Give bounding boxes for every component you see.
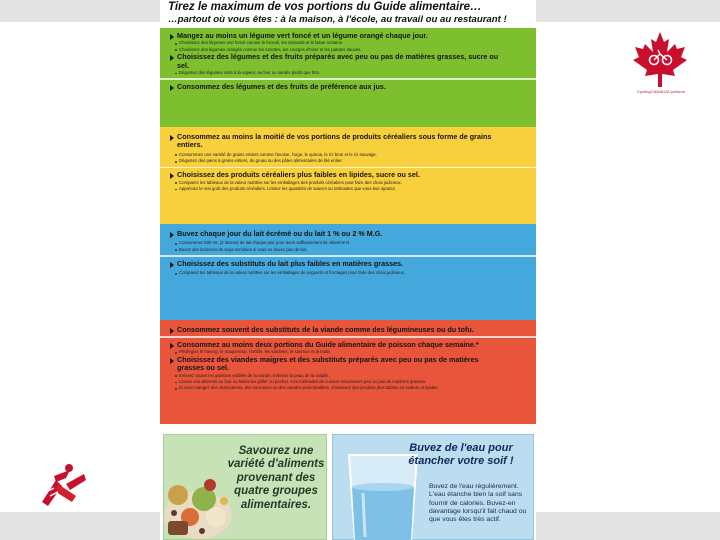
vegetables-tip-2: Choisissez des légumes orangés comme les carottes, les courges d'hiver et les patates douces. [169,47,528,53]
meat-tip-1: Privilégiez le hareng, le maquereau, l'omble, les sardines, le saumon et la truite. [169,349,528,355]
grains-tip-3: Comparez les tableaux de la valeur nutritive sur les emballages des produits céréaliers pour faire des choix judicieux. [169,180,528,186]
grain-products-section [160,127,536,224]
grains-heading-1: Consommez au moins la moitié de vos portions de produits céréaliers sous forme de grains entiers. [169,133,514,150]
poster-subtitle: …partout où vous êtes : à la maison, à l'école, au travail ou au restaurant ! [168,14,507,25]
water-panel-title: Buvez de l'eau pour étancher votre soif ! [408,442,514,467]
poster-title: Tirez le maximum de vos portions du Guide alimentaire… [168,1,482,13]
vegetables-tip-1: Choisissez des légumes vert foncé comme le brocoli, les épinards et la laitue romaine. [169,40,528,46]
water-panel-text: Buvez de l'eau régulièrement. L'eau étanche bien la soif sans fournir de calories. Buvez-en davantage lorsqu'il fait chaud ou que vous êtes très actif. [429,483,527,524]
grains-heading-2: Choisissez des produits céréaliers plus faibles en lipides, sucre ou sel. [169,171,528,179]
grains-tip-4: Appréciez le vrai goût des produits céréaliers. Limitez les quantités de sauces ou tartinades que vous leur ajoutez. [169,186,528,192]
grains-tip-2: Dégustez des pains à grains entiers, du gruau ou des pâtes alimentaires de blé entier. [169,158,528,164]
milk-heading-2: Choisissez des substituts du lait plus faibles en matières grasses. [169,260,528,268]
meat-heading-2: Consommez au moins deux portions du Guide alimentaire de poisson chaque semaine.* [169,341,528,349]
milk-alternatives-section [160,224,536,320]
meat-tip-3: Cuisez vos aliments au four ou faites-les griller ou pocher. Ces méthodes de cuisson nécessitent peu ou pas de matières grasses. [169,379,528,385]
runner-logo-icon [36,462,92,510]
vegetables-heading-2: Choisissez des légumes et des fruits préparés avec peu ou pas de matières grasses, sucre ou sel. [169,53,509,70]
meat-tip-4: Si vous mangez des charcuteries, des saucisses ou des viandes préemballées, choisissez des produits plus faibles en sodium et lipides. [169,385,528,391]
vegetables-fruit-section [160,28,536,127]
meat-heading-1: Consommez souvent des substituts de la viande comme des légumineuses ou du tofu. [169,326,528,334]
logo-caption: CyclingCANADACyclisme [636,89,686,94]
food-photo-icon [164,455,234,540]
vegetables-heading-3: Consommez des légumes et des fruits de préférence aux jus. [169,83,528,91]
meat-heading-3: Choisissez des viandes maigres et des substituts préparés avec peu ou pas de matières grasses ou sel. [169,356,504,373]
vegetables-heading-1: Mangez au moins un légume vert foncé et un légume orangé chaque jour. [169,32,528,40]
section-divider [160,78,536,80]
milk-heading-1: Buvez chaque jour du lait écrémé ou du lait 1 % ou 2 % M.G. [169,230,528,238]
vegetables-tip-3: Dégustez des légumes cuits à la vapeur, au four ou sautés plutôt que frits. [169,70,528,76]
poster-header [160,0,536,28]
water-panel [332,434,534,540]
food-guide-poster [160,0,536,540]
milk-tip-1: Consommez 500 mL (2 tasses) de lait chaque jour pour avoir suffisamment de vitamine D. [169,240,528,246]
section-divider [160,167,536,169]
meat-tip-2: Enlevez toutes les graisses visibles de la viande. Enlevez la peau de la volaille. [169,373,528,379]
section-divider [160,336,536,338]
food-panel-title: Savourez une variété d'aliments provenant des quatre groupes alimentaires. [227,445,325,511]
grains-tip-1: Consommez une variété de grains entiers comme l'avoine, l'orge, le quinoa, le riz brun et le riz sauvage. [169,152,528,158]
section-divider [160,255,536,257]
food-variety-panel [163,434,327,540]
milk-tip-3: Comparez les tableaux de la valeur nutritive sur les emballages de yogourts et fromages pour faire des choix judicieux. [169,270,528,276]
meat-alternatives-section [160,320,536,424]
milk-tip-2: Buvez des boissons de soya enrichies si vous ne buvez pas de lait. [169,247,528,253]
